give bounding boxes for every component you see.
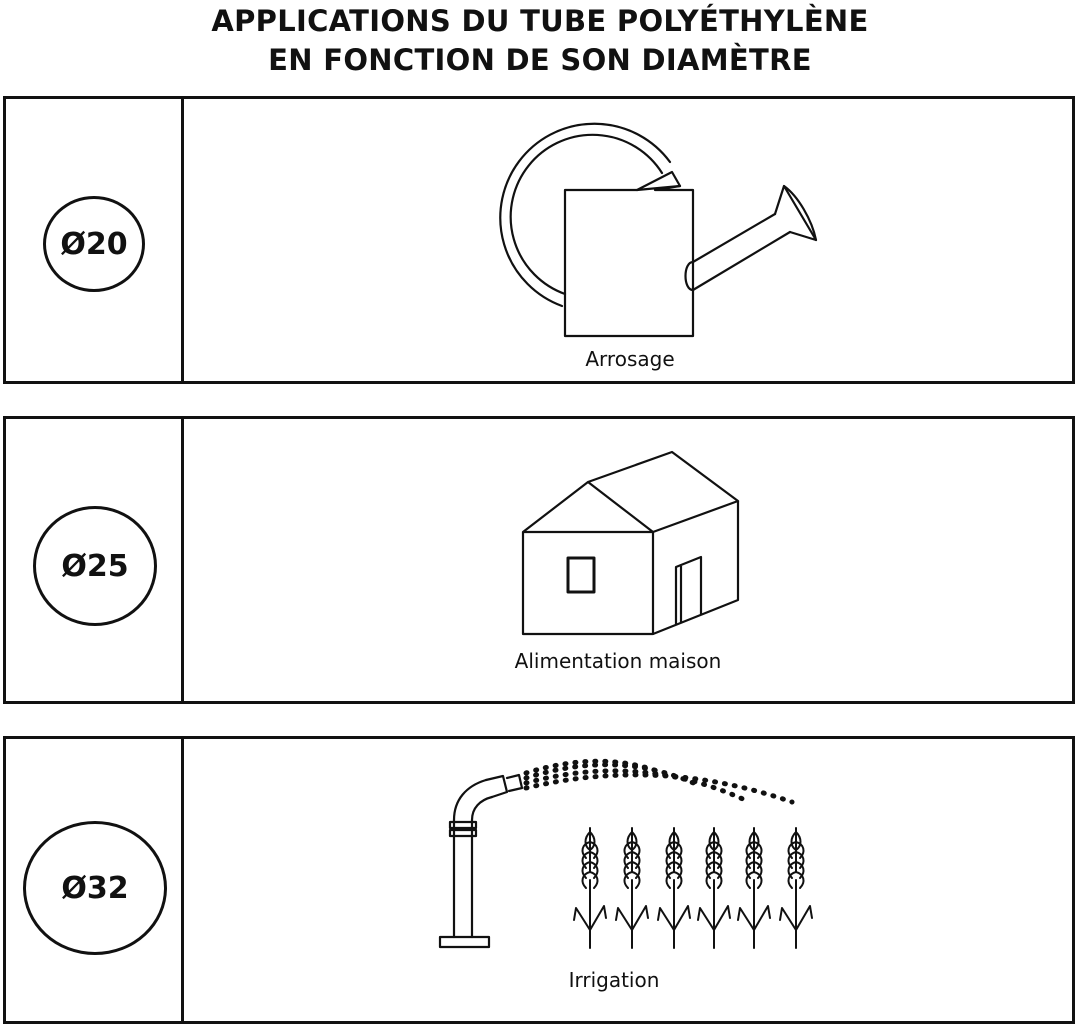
caption-irrigation: Irrigation <box>568 968 660 992</box>
row-d20 <box>3 96 1075 384</box>
diameter-badge: Ø32 <box>23 821 167 955</box>
caption-alimentation-maison: Alimentation maison <box>514 649 722 673</box>
diameter-cell <box>6 739 184 1021</box>
caption-arrosage: Arrosage <box>585 347 675 371</box>
title-line-1: APPLICATIONS DU TUBE POLYÉTHYLÈNE <box>211 4 869 38</box>
diameter-cell <box>6 419 184 701</box>
diameter-badge: Ø25 <box>33 506 157 626</box>
diameter-cell <box>6 99 184 381</box>
page-title <box>0 2 1080 80</box>
title-line-2: EN FONCTION DE SON DIAMÈTRE <box>268 43 812 77</box>
diameter-badge: Ø20 <box>43 196 145 292</box>
